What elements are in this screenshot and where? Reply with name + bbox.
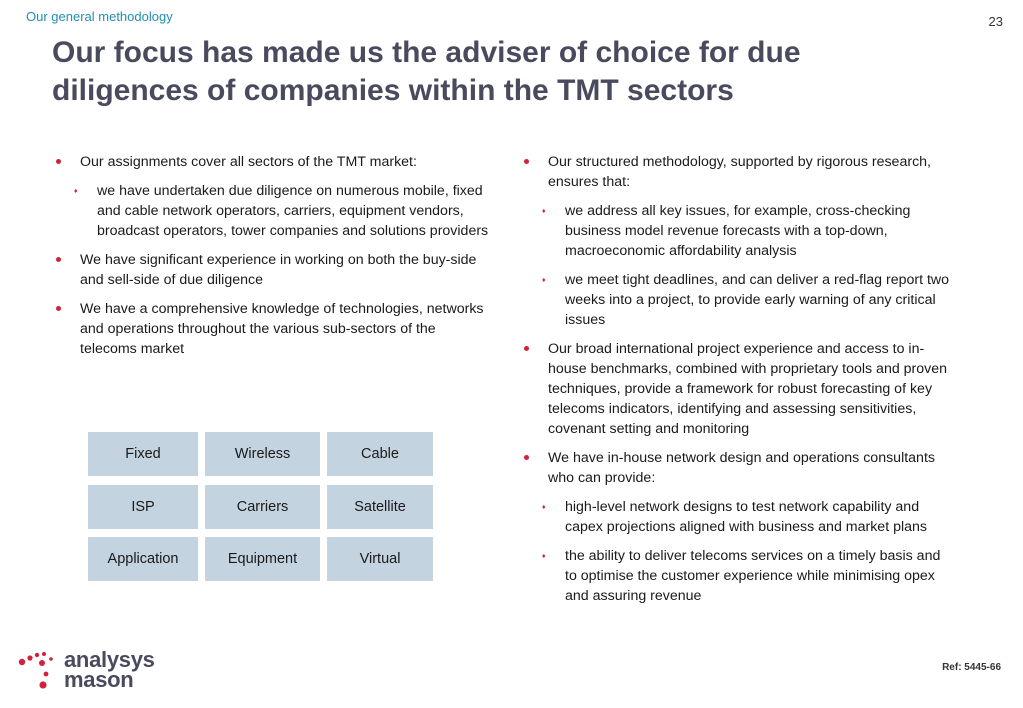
sector-tile-fixed: Fixed bbox=[88, 432, 198, 476]
bullet-item: We have a comprehensive knowledge of technologies, networks and operations throughout the various sub-sectors of the telecoms market bbox=[52, 299, 492, 359]
bullet-item: Our assignments cover all sectors of the TMT market: bbox=[52, 152, 492, 172]
sector-tile-virtual: Virtual bbox=[327, 537, 433, 581]
sub-bullet-item: ♦ we address all key issues, for example, cross-checking business model revenue forecasts with a top-down, macroeconomic affordability analysis bbox=[492, 201, 950, 261]
logo-text bbox=[64, 647, 155, 692]
sub-bullet-item: ♦ the ability to deliver telecoms services on a timely basis and to optimise the customer experience while minimising opex and assuring revenue bbox=[492, 546, 950, 606]
reference-code: Ref: 5445-66 bbox=[942, 662, 1001, 673]
sector-tile-cable: Cable bbox=[327, 432, 433, 476]
logo-dots-icon bbox=[16, 650, 64, 696]
right-column bbox=[520, 152, 950, 615]
section-label: Our general methodology bbox=[26, 9, 173, 24]
sector-tile-application: Application bbox=[88, 537, 198, 581]
logo-text-line1: analysys bbox=[64, 647, 155, 672]
sector-tile-wireless: Wireless bbox=[205, 432, 320, 476]
logo-text-line2: mason bbox=[64, 667, 134, 692]
page-number: 23 bbox=[988, 14, 1003, 29]
analysys-mason-logo bbox=[16, 647, 155, 701]
sub-bullet-item: ♦ we meet tight deadlines, and can deliver a red-flag report two weeks into a project, to provide early warning of any critical issues bbox=[492, 270, 950, 330]
sector-tile-carriers: Carriers bbox=[205, 485, 320, 529]
bullet-item: We have in-house network design and operations consultants who can provide: bbox=[520, 448, 950, 488]
sector-tile-isp: ISP bbox=[88, 485, 198, 529]
sector-tile-equipment: Equipment bbox=[205, 537, 320, 581]
bullet-item: Our structured methodology, supported by rigorous research, ensures that: bbox=[520, 152, 950, 192]
left-column bbox=[52, 152, 492, 368]
sub-bullet-item: ♦ high-level network designs to test network capability and capex projections aligned with business and market plans bbox=[492, 497, 950, 537]
sector-tile-satellite: Satellite bbox=[327, 485, 433, 529]
bullet-item: Our broad international project experience and access to in-house benchmarks, combined with proprietary tools and proven techniques, provide a framework for robust forecasting of key telecoms indicators, identifying and assessing sensitivities, covenant setting and monitoring bbox=[520, 339, 950, 439]
bullet-item: We have significant experience in working on both the buy-side and sell-side of due diligence bbox=[52, 250, 492, 290]
page-title: Our focus has made us the adviser of choice for due diligences of companies within the TMT sectors bbox=[52, 36, 801, 107]
sub-bullet-item: ♦ we have undertaken due diligence on numerous mobile, fixed and cable network operators, carriers, equipment vendors, broadcast operators, tower companies and solutions providers bbox=[24, 181, 492, 241]
